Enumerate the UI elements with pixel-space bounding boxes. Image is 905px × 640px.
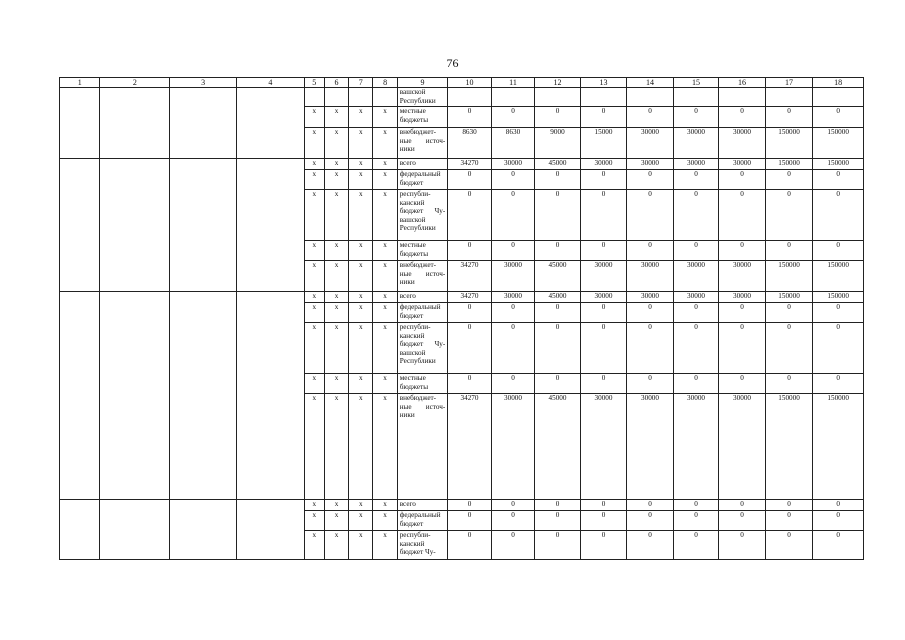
value-cell: 0 [627, 500, 674, 511]
value-cell: 0 [813, 241, 864, 261]
value-cell: 150000 [765, 128, 813, 159]
value-cell: 0 [448, 374, 491, 394]
value-cell: 45000 [535, 292, 581, 303]
funding-source: всего [397, 500, 448, 511]
executor-cell [236, 500, 304, 560]
funding-source: местные бюджеты [397, 374, 448, 394]
mark-cell: x [324, 128, 348, 159]
col3-cell [170, 292, 237, 500]
value-cell: 30000 [719, 128, 766, 159]
value-cell: 30000 [719, 292, 766, 303]
value-cell: 30000 [491, 394, 534, 500]
value-cell: 0 [719, 303, 766, 323]
value-cell: 0 [813, 190, 864, 241]
mark-cell: x [324, 261, 348, 292]
measure-id [60, 500, 100, 560]
mark-cell: x [349, 261, 373, 292]
value-cell: 0 [580, 170, 627, 190]
executor-cell [236, 292, 304, 500]
mark-cell: x [304, 261, 324, 292]
value-cell: 0 [813, 303, 864, 323]
value-cell: 34270 [448, 261, 491, 292]
mark-cell: x [304, 394, 324, 500]
value-cell: 30000 [719, 159, 766, 170]
mark-cell: x [349, 170, 373, 190]
value-cell: 30000 [580, 394, 627, 500]
value-cell: 30000 [627, 128, 674, 159]
id-cell [60, 88, 100, 159]
value-cell: 34270 [448, 159, 491, 170]
mark-cell: x [304, 500, 324, 511]
mark-cell: x [324, 500, 348, 511]
column-header: 10 [448, 78, 491, 88]
mark-cell: x [349, 128, 373, 159]
value-cell: 0 [580, 107, 627, 128]
mark-cell: x [304, 170, 324, 190]
column-header: 13 [580, 78, 627, 88]
value-cell: 0 [627, 531, 674, 560]
funding-source: местные бюджеты [397, 107, 448, 128]
mark-cell: x [324, 394, 348, 500]
value-cell: 0 [813, 531, 864, 560]
value-cell [673, 88, 719, 107]
mark-cell: x [349, 107, 373, 128]
value-cell: 0 [448, 303, 491, 323]
value-cell: 0 [491, 107, 534, 128]
mark-cell: x [373, 190, 397, 241]
value-cell: 0 [491, 303, 534, 323]
value-cell: 0 [580, 374, 627, 394]
mark-cell: x [349, 292, 373, 303]
measure-name [100, 500, 170, 560]
column-header: 16 [719, 78, 766, 88]
value-cell: 150000 [813, 261, 864, 292]
funding-source: федеральный бюджет [397, 170, 448, 190]
value-cell: 0 [535, 303, 581, 323]
mark-cell: x [324, 511, 348, 531]
mark-cell: x [324, 107, 348, 128]
value-cell: 45000 [535, 159, 581, 170]
column-header: 3 [170, 78, 237, 88]
value-cell: 0 [491, 500, 534, 511]
mark-cell: x [324, 292, 348, 303]
executor-cell [236, 88, 304, 159]
value-cell: 0 [765, 374, 813, 394]
value-cell: 150000 [765, 292, 813, 303]
column-header: 14 [627, 78, 674, 88]
mark-cell: x [304, 374, 324, 394]
mark-cell: x [304, 323, 324, 374]
value-cell: 30000 [627, 394, 674, 500]
value-cell: 0 [719, 374, 766, 394]
mark-cell: x [324, 323, 348, 374]
value-cell: 34270 [448, 292, 491, 303]
mark-cell: x [349, 500, 373, 511]
value-cell: 0 [448, 511, 491, 531]
value-cell: 0 [448, 170, 491, 190]
measure-name [100, 159, 170, 292]
mark-cell: x [324, 241, 348, 261]
funding-source: внебюджет-ные источ-ники [397, 128, 448, 159]
value-cell: 0 [719, 190, 766, 241]
mark-cell: x [324, 531, 348, 560]
mark-cell: x [304, 159, 324, 170]
table-row [60, 159, 864, 170]
value-cell: 0 [765, 107, 813, 128]
value-cell: 0 [535, 511, 581, 531]
table-row [60, 500, 864, 511]
mark-cell: x [349, 303, 373, 323]
mark-cell: x [349, 531, 373, 560]
value-cell: 30000 [627, 261, 674, 292]
value-cell: 0 [673, 107, 719, 128]
mark-cell: x [373, 170, 397, 190]
value-cell: 30000 [491, 292, 534, 303]
funding-source: федеральный бюджет [397, 511, 448, 531]
value-cell [627, 88, 674, 107]
funding-source: внебюджет-ные источ-ники [397, 261, 448, 292]
mark-cell [373, 88, 397, 107]
value-cell: 0 [719, 170, 766, 190]
value-cell [580, 88, 627, 107]
measure-id [60, 292, 100, 500]
value-cell [448, 88, 491, 107]
value-cell: 0 [448, 500, 491, 511]
value-cell: 150000 [813, 128, 864, 159]
value-cell: 150000 [765, 159, 813, 170]
mark-cell: x [349, 190, 373, 241]
value-cell: 0 [535, 323, 581, 374]
value-cell: 0 [813, 170, 864, 190]
mark-cell: x [349, 394, 373, 500]
value-cell: 0 [719, 323, 766, 374]
value-cell [813, 88, 864, 107]
mark-cell: x [324, 374, 348, 394]
value-cell: 0 [673, 170, 719, 190]
value-cell: 0 [448, 323, 491, 374]
value-cell: 150000 [813, 394, 864, 500]
value-cell: 15000 [580, 128, 627, 159]
value-cell: 0 [535, 531, 581, 560]
mark-cell: x [373, 128, 397, 159]
value-cell: 0 [580, 511, 627, 531]
mark-cell: x [304, 241, 324, 261]
value-cell: 0 [719, 241, 766, 261]
value-cell: 0 [491, 170, 534, 190]
value-cell: 30000 [673, 261, 719, 292]
value-cell: 0 [491, 323, 534, 374]
value-cell: 0 [627, 374, 674, 394]
value-cell: 0 [673, 241, 719, 261]
mark-cell: x [373, 107, 397, 128]
mark-cell: x [324, 190, 348, 241]
funding-source: республи-канский бюджет Чу-вашской Республики [397, 323, 448, 374]
mark-cell: x [324, 303, 348, 323]
mark-cell: x [373, 531, 397, 560]
value-cell: 0 [673, 500, 719, 511]
funding-source: республи-канский бюджет Чу- [397, 531, 448, 560]
funding-source: всего [397, 292, 448, 303]
value-cell: 45000 [535, 261, 581, 292]
value-cell: 0 [813, 323, 864, 374]
value-cell: 0 [580, 303, 627, 323]
value-cell: 0 [627, 170, 674, 190]
value-cell: 0 [765, 170, 813, 190]
value-cell: 0 [673, 190, 719, 241]
value-cell: 150000 [813, 292, 864, 303]
value-cell: 0 [627, 323, 674, 374]
value-cell: 0 [491, 531, 534, 560]
mark-cell [324, 88, 348, 107]
mark-cell: x [304, 531, 324, 560]
value-cell: 0 [765, 511, 813, 531]
value-cell: 0 [448, 241, 491, 261]
table-row [60, 88, 864, 107]
value-cell: 45000 [535, 394, 581, 500]
mark-cell: x [349, 374, 373, 394]
mark-cell [304, 88, 324, 107]
value-cell: 0 [673, 374, 719, 394]
column-header: 12 [535, 78, 581, 88]
value-cell: 0 [673, 511, 719, 531]
value-cell: 150000 [765, 394, 813, 500]
value-cell: 0 [627, 107, 674, 128]
mark-cell [349, 88, 373, 107]
mark-cell: x [373, 511, 397, 531]
mark-cell: x [349, 159, 373, 170]
mark-cell: x [373, 500, 397, 511]
mark-cell: x [373, 292, 397, 303]
column-header: 5 [304, 78, 324, 88]
value-cell: 0 [448, 107, 491, 128]
mark-cell: x [373, 159, 397, 170]
value-cell: 0 [673, 531, 719, 560]
col3-cell [170, 159, 237, 292]
col3-cell [170, 500, 237, 560]
value-cell: 8630 [448, 128, 491, 159]
funding-source: внебюджет-ные источ-ники [397, 394, 448, 500]
value-cell: 0 [535, 170, 581, 190]
value-cell: 0 [491, 190, 534, 241]
value-cell: 30000 [673, 128, 719, 159]
value-cell: 0 [627, 511, 674, 531]
funding-source: местные бюджеты [397, 241, 448, 261]
table-row [60, 292, 864, 303]
mark-cell: x [373, 394, 397, 500]
value-cell: 0 [813, 374, 864, 394]
value-cell [719, 88, 766, 107]
value-cell: 0 [765, 303, 813, 323]
value-cell: 150000 [813, 159, 864, 170]
value-cell: 0 [448, 190, 491, 241]
program-table [59, 77, 864, 560]
value-cell: 0 [535, 190, 581, 241]
mark-cell: x [304, 303, 324, 323]
column-header: 1 [60, 78, 100, 88]
col3-cell [170, 88, 237, 159]
value-cell: 0 [491, 511, 534, 531]
funding-source: всего [397, 159, 448, 170]
executor-cell [236, 159, 304, 292]
column-header: 2 [100, 78, 170, 88]
value-cell: 0 [719, 107, 766, 128]
value-cell: 30000 [491, 159, 534, 170]
value-cell: 0 [813, 500, 864, 511]
header-row [60, 78, 864, 88]
value-cell: 0 [719, 500, 766, 511]
value-cell: 0 [535, 374, 581, 394]
value-cell: 0 [765, 241, 813, 261]
value-cell: 0 [491, 241, 534, 261]
column-header: 6 [324, 78, 348, 88]
column-header: 8 [373, 78, 397, 88]
mark-cell: x [349, 241, 373, 261]
value-cell: 0 [719, 511, 766, 531]
value-cell: 0 [765, 190, 813, 241]
value-cell: 0 [491, 374, 534, 394]
funding-source: федеральный бюджет [397, 303, 448, 323]
column-header: 15 [673, 78, 719, 88]
value-cell: 9000 [535, 128, 581, 159]
mark-cell: x [373, 303, 397, 323]
value-cell: 150000 [765, 261, 813, 292]
value-cell: 0 [580, 531, 627, 560]
mark-cell: x [373, 241, 397, 261]
column-header: 17 [765, 78, 813, 88]
column-header: 7 [349, 78, 373, 88]
page-number: 76 [446, 56, 459, 70]
value-cell: 30000 [627, 292, 674, 303]
value-cell: 30000 [719, 261, 766, 292]
value-cell: 0 [673, 323, 719, 374]
value-cell: 0 [627, 241, 674, 261]
value-cell [765, 88, 813, 107]
mark-cell: x [304, 107, 324, 128]
mark-cell: x [304, 128, 324, 159]
value-cell: 0 [580, 323, 627, 374]
value-cell: 30000 [673, 394, 719, 500]
mark-cell: x [373, 261, 397, 292]
measure-id [60, 159, 100, 292]
value-cell: 0 [580, 190, 627, 241]
funding-source: вашской Республики [397, 88, 448, 107]
column-header: 11 [491, 78, 534, 88]
value-cell: 30000 [627, 159, 674, 170]
column-header: 18 [813, 78, 864, 88]
value-cell: 0 [535, 500, 581, 511]
value-cell: 0 [813, 511, 864, 531]
value-cell: 30000 [580, 292, 627, 303]
value-cell: 0 [673, 303, 719, 323]
value-cell: 0 [627, 190, 674, 241]
measure-name [100, 292, 170, 500]
value-cell: 0 [448, 531, 491, 560]
mark-cell: x [373, 323, 397, 374]
value-cell: 30000 [491, 261, 534, 292]
value-cell: 0 [765, 500, 813, 511]
value-cell: 0 [580, 241, 627, 261]
name-cell [100, 88, 170, 159]
mark-cell: x [304, 511, 324, 531]
mark-cell: x [349, 511, 373, 531]
value-cell: 30000 [580, 261, 627, 292]
value-cell: 34270 [448, 394, 491, 500]
value-cell [535, 88, 581, 107]
value-cell: 8630 [491, 128, 534, 159]
value-cell: 0 [535, 241, 581, 261]
value-cell: 0 [765, 323, 813, 374]
value-cell: 30000 [673, 292, 719, 303]
column-header: 4 [236, 78, 304, 88]
value-cell: 30000 [580, 159, 627, 170]
column-header: 9 [397, 78, 448, 88]
mark-cell: x [324, 159, 348, 170]
mark-cell: x [373, 374, 397, 394]
value-cell: 30000 [719, 394, 766, 500]
value-cell [491, 88, 534, 107]
value-cell: 0 [765, 531, 813, 560]
value-cell: 0 [627, 303, 674, 323]
mark-cell: x [304, 292, 324, 303]
mark-cell: x [304, 190, 324, 241]
mark-cell: x [349, 323, 373, 374]
value-cell: 0 [535, 107, 581, 128]
value-cell: 0 [719, 531, 766, 560]
value-cell: 0 [580, 500, 627, 511]
value-cell: 0 [813, 107, 864, 128]
mark-cell: x [324, 170, 348, 190]
value-cell: 30000 [673, 159, 719, 170]
funding-source: республи-канский бюджет Чу-вашской Республики [397, 190, 448, 241]
